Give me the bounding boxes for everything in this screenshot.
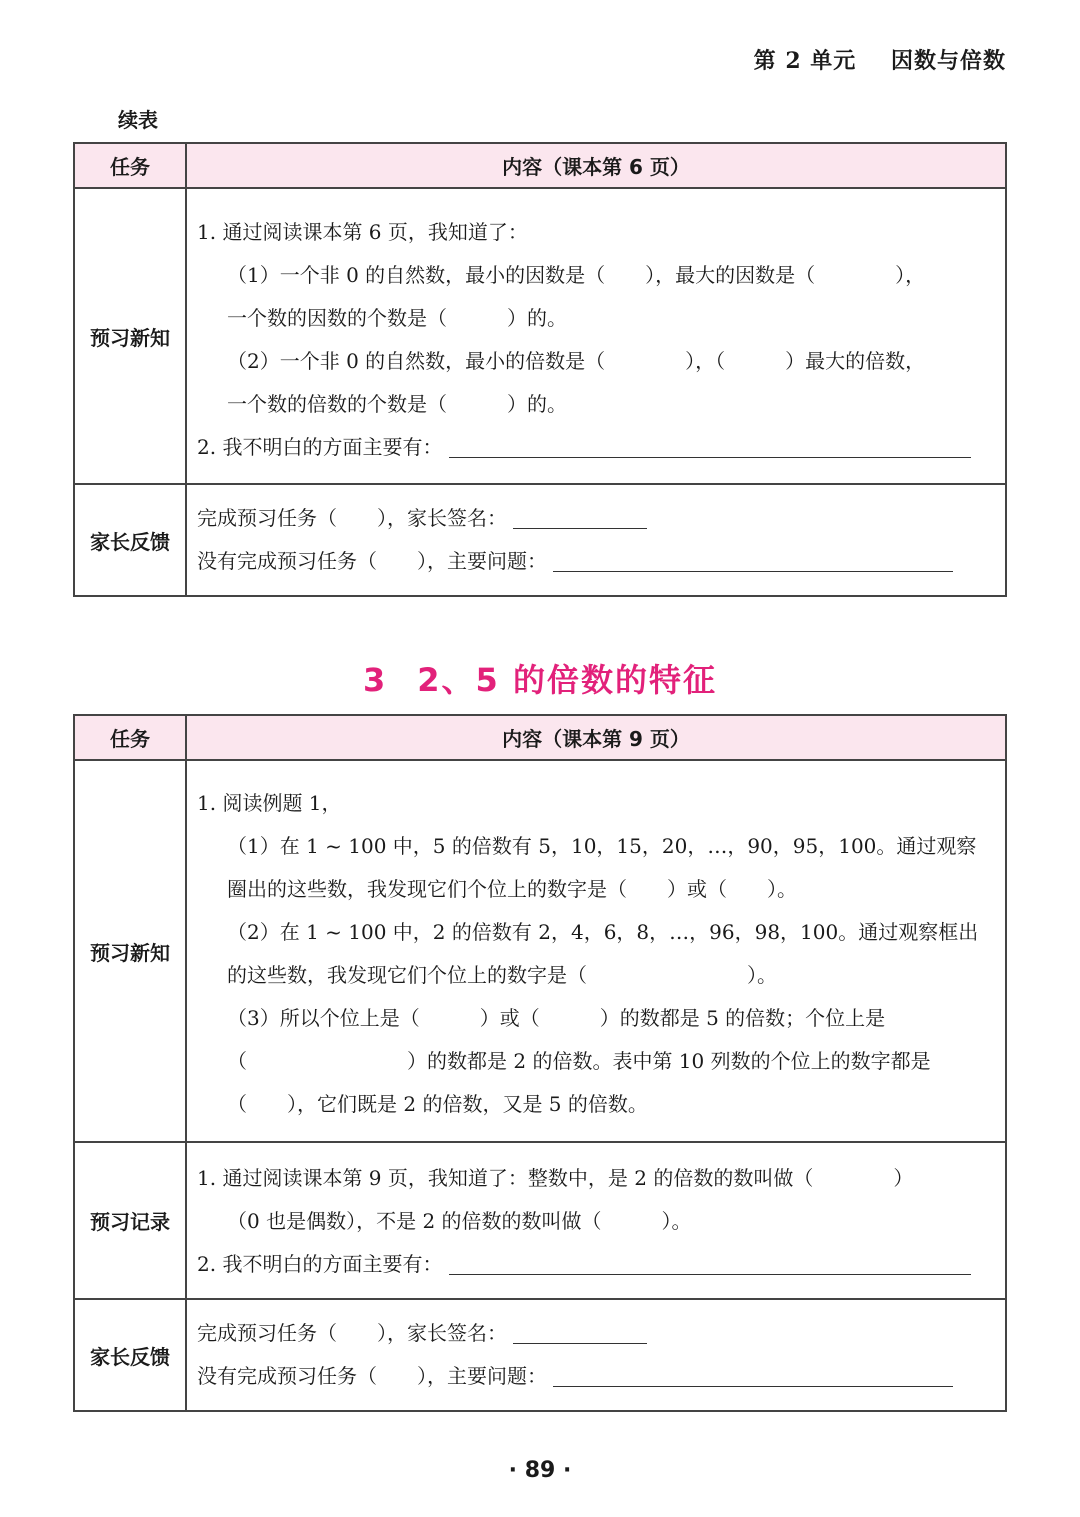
row-content: [186, 1299, 1006, 1411]
content-line: （3）所以个位上是（ ）或（ ）的数都是 5 的倍数；个位上是: [227, 1006, 886, 1030]
content-line: [197, 497, 995, 540]
section-heading: 2、5 的倍数的特征: [417, 661, 717, 699]
table-row: [74, 1142, 1006, 1299]
unit-label: 第 2 单元: [753, 48, 857, 74]
section-title: [0, 655, 1080, 701]
content-line: （0 也是偶数），不是 2 的倍数的数叫做（ ）。: [227, 1209, 692, 1233]
row-label: 预习记录: [74, 1142, 186, 1299]
content-line: [197, 1312, 995, 1355]
row-label: 家长反馈: [74, 484, 186, 596]
answer-blank[interactable]: [553, 545, 953, 572]
row-content: [186, 188, 1006, 484]
continued-label: 续表: [118, 108, 158, 132]
answer-blank[interactable]: [449, 431, 971, 458]
question-text: 2. 我不明白的方面主要有：: [197, 1252, 443, 1276]
table-row: [74, 484, 1006, 596]
question-text: 完成预习任务（ ），家长签名：: [197, 506, 507, 530]
question-text: 2. 我不明白的方面主要有：: [197, 435, 443, 459]
page-header: [754, 44, 1006, 75]
question-text: 没有完成预习任务（ ），主要问题：: [197, 549, 547, 573]
content-line: 一个数的倍数的个数是（ ）的。: [227, 392, 567, 416]
content-line: [197, 540, 995, 583]
column-header-task: 任务: [74, 715, 186, 760]
question-text: 没有完成预习任务（ ），主要问题：: [197, 1364, 547, 1388]
content-line: 的这些数，我发现它们个位上的数字是（ ）。: [227, 963, 777, 987]
content-line: [197, 426, 995, 469]
answer-blank[interactable]: [553, 1360, 953, 1387]
table-row: [74, 1299, 1006, 1411]
signature-blank[interactable]: [513, 1317, 647, 1344]
row-content: [186, 1142, 1006, 1299]
content-line: （1）一个非 0 的自然数，最小的因数是（ ），最大的因数是（ ），: [227, 263, 926, 287]
row-content: [186, 484, 1006, 596]
row-label: 预习新知: [74, 188, 186, 484]
content-line: [197, 1243, 995, 1286]
content-line: （ ），它们既是 2 的倍数，又是 5 的倍数。: [227, 1092, 648, 1116]
column-header-task: 任务: [74, 143, 186, 188]
content-line: （1）在 1 ~ 100 中，5 的倍数有 5，10，15，20，…，90，95，100。通过观察: [227, 834, 977, 858]
content-line: 一个数的因数的个数是（ ）的。: [227, 306, 567, 330]
content-line: （2）在 1 ~ 100 中，2 的倍数有 2，4，6，8，…，96，98，100。通过观察框出: [227, 920, 979, 944]
content-line: （2）一个非 0 的自然数，最小的倍数是（ ），（ ）最大的倍数，: [227, 349, 926, 373]
table-header-row: [74, 143, 1006, 188]
section-number: 3: [363, 661, 388, 699]
page-number: · 89 ·: [508, 1458, 572, 1483]
row-content: [186, 760, 1006, 1142]
content-line: 圈出的这些数，我发现它们个位上的数字是（ ）或（ ）。: [227, 877, 797, 901]
column-header-content: 内容（课本第 9 页）: [186, 715, 1006, 760]
column-header-content: 内容（课本第 6 页）: [186, 143, 1006, 188]
table-row: [74, 188, 1006, 484]
table-textbook-p6: [73, 142, 1007, 597]
content-line: 1. 通过阅读课本第 6 页，我知道了：: [197, 220, 528, 244]
content-line: 1. 阅读例题 1，: [197, 791, 342, 815]
table-row: [74, 760, 1006, 1142]
answer-blank[interactable]: [449, 1248, 971, 1275]
table-textbook-p9: [73, 714, 1007, 1412]
row-label: 家长反馈: [74, 1299, 186, 1411]
row-label: 预习新知: [74, 760, 186, 1142]
content-line: （ ）的数都是 2 的倍数。表中第 10 列数的个位上的数字都是: [227, 1049, 931, 1073]
content-line: 1. 通过阅读课本第 9 页，我知道了：整数中，是 2 的倍数的数叫做（ ）: [197, 1166, 914, 1190]
content-line: [197, 1355, 995, 1398]
unit-topic: 因数与倍数: [890, 48, 1006, 74]
table-header-row: [74, 715, 1006, 760]
signature-blank[interactable]: [513, 502, 647, 529]
question-text: 完成预习任务（ ），家长签名：: [197, 1321, 507, 1345]
